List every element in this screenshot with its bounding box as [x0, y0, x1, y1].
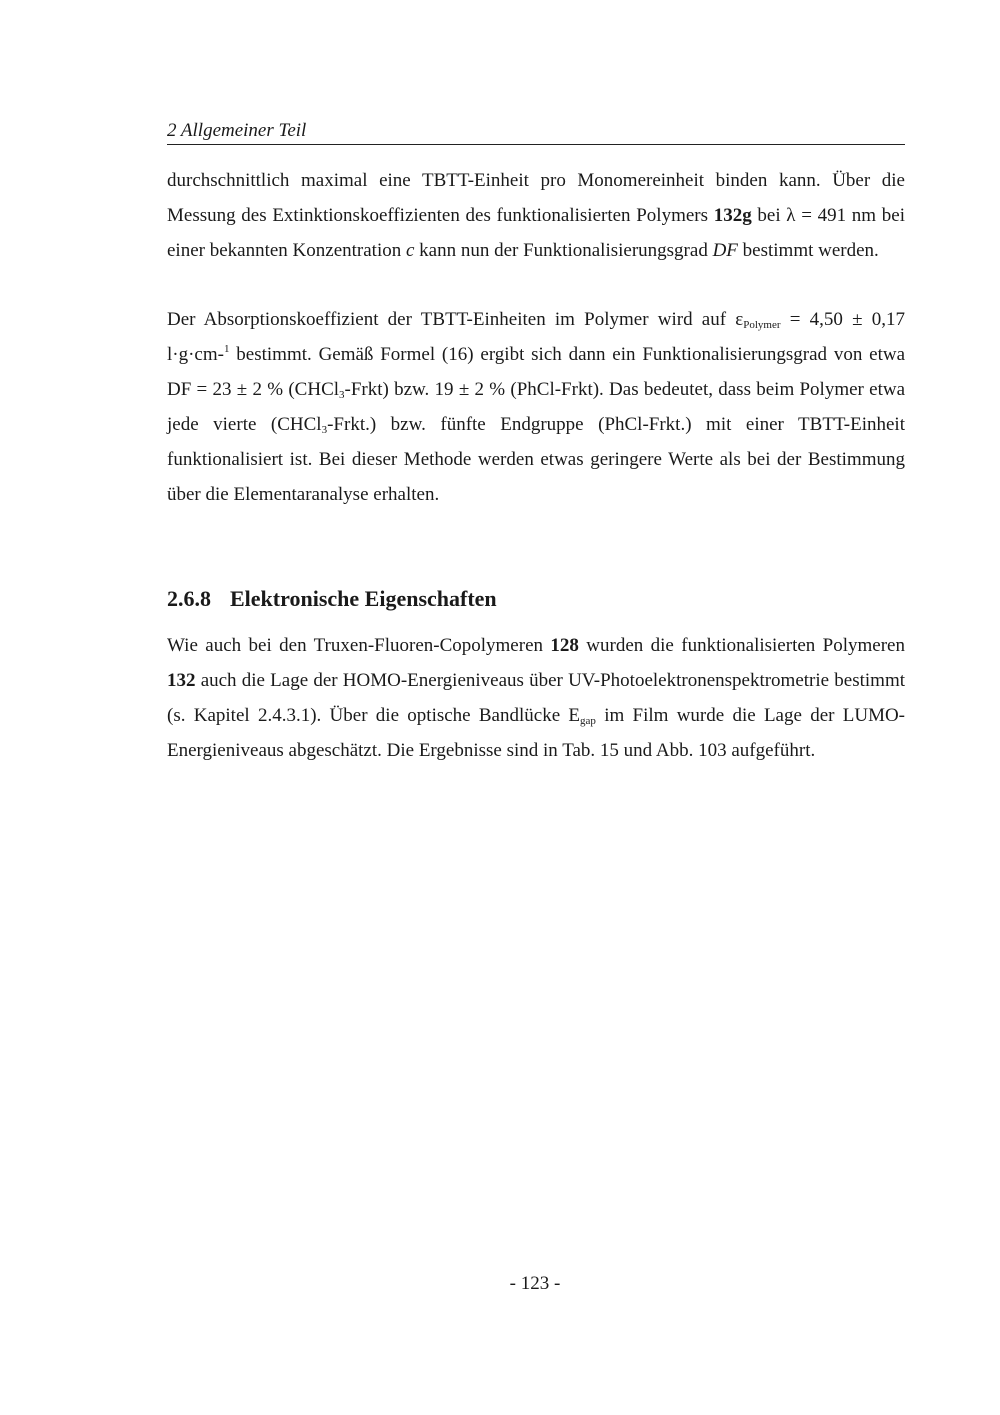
subscript-gap: gap: [580, 715, 596, 727]
text-run: bestimmt. Gemäß Formel (16) ergibt sich dann ein Funktionalisierungsgrad von etwa DF = 23 ± 2 % (CHCl: [167, 344, 905, 400]
text-run: -Frkt) bzw. 19 ± 2 % (PhCl-Frkt). Das bedeutet, dass beim Polymer etwa jede vierte (CHCl: [167, 379, 906, 435]
text-run: bestimmt werden.: [737, 240, 879, 261]
text-run: im Film wurde die Lage der LUMO-Energieniveaus abgeschätzt. Die Ergebnisse sind in Tab. 15 und Abb. 103 aufgeführt.: [167, 705, 906, 761]
text-run: kann nun der Funktionalisierungsgrad: [414, 240, 713, 261]
text-run: auch die Lage der HOMO-Energieniveaus über UV-Photoelektronenspektrometrie bestimmt (s. Kapitel 2.4.3.1). Über die optische Bandlücke E: [167, 670, 905, 726]
text-run: bei λ = 491 nm bei einer bekannten Konzentration: [167, 205, 905, 261]
running-header: 2 Allgemeiner Teil: [167, 119, 905, 145]
text-run: wurden die funktionalisierten Polymeren: [578, 635, 905, 656]
text-run: = 4,50 ± 0,17 l·g·cm-: [167, 309, 905, 365]
variable-df: DF: [712, 240, 738, 261]
compound-number: 132g: [713, 205, 752, 226]
compound-number: 128: [550, 635, 579, 656]
text-run: -Frkt.) bzw. fünfte Endgruppe (PhCl-Frkt.) mit einer TBTT-Einheit funktionalisiert ist. Bei dieser Methode werden etwas geringere Werte als bei der Bestimmung über die Elementaranalyse erhalten.: [167, 414, 905, 505]
section-heading: [167, 583, 905, 615]
paragraph-electronic-properties: [167, 628, 905, 768]
text-run: Der Absorptionskoeffizient der TBTT-Einheiten im Polymer wird auf ε: [167, 309, 744, 330]
text-run: durchschnittlich maximal eine TBTT-Einheit pro Monomereinheit binden kann. Über die Messung des Extinktionskoeffizienten des funktionalisierten Polymers: [167, 170, 905, 226]
paragraph-absorption-coefficient: [167, 302, 905, 512]
subscript-3: 3: [339, 389, 345, 401]
superscript-exponent: 1: [223, 343, 230, 355]
compound-number: 132: [167, 670, 196, 691]
variable-c: c: [405, 240, 415, 261]
subscript-3: 3: [321, 424, 328, 436]
page-number: - 123 -: [509, 1273, 561, 1294]
paragraph-extinction-measurement: [167, 163, 905, 268]
section-title: Elektronische Eigenschaften: [230, 586, 497, 611]
text-run: Wie auch bei den Truxen-Fluoren-Copolymeren: [167, 635, 551, 656]
section-number: 2.6.8: [167, 586, 211, 611]
subscript-polymer: Polymer: [743, 319, 781, 331]
